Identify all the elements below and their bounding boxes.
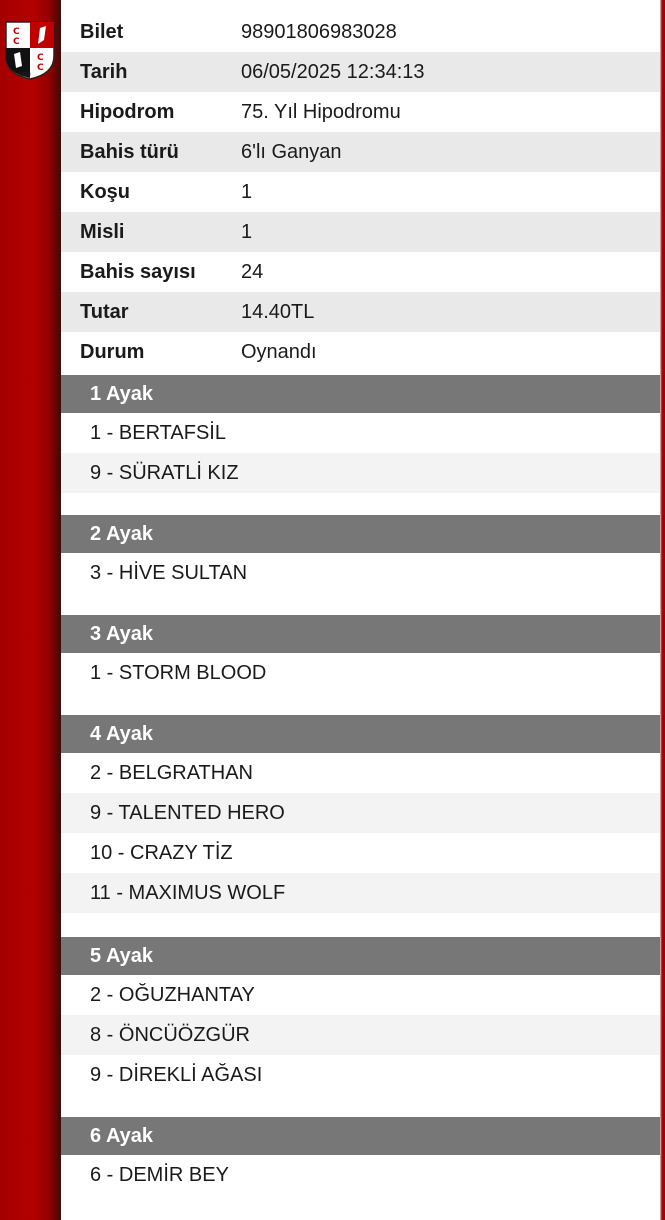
info-label: Bilet [80, 21, 124, 43]
horse-item: 1 - STORM BLOOD [90, 661, 267, 684]
svg-text:C: C [37, 63, 44, 73]
info-label: Bahis sayısı [80, 260, 196, 283]
leg-section [61, 715, 660, 937]
info-value: 14.40TL [241, 300, 315, 323]
horse-item: 2 - BELGRATHAN [90, 761, 253, 784]
info-row-durum [61, 332, 660, 372]
horse-item: 9 - DİREKLİ AĞASI [90, 1063, 263, 1086]
horse-item: 9 - SÜRATLİ KIZ [61, 453, 660, 493]
svg-text:1950: 1950 [18, 72, 31, 78]
info-row-tutar [61, 292, 660, 332]
leg-header: 5 Ayak [61, 937, 660, 975]
leg-header: 6 Ayak [61, 1117, 660, 1155]
leg-header: 4 Ayak [61, 715, 660, 753]
svg-text:C: C [13, 27, 20, 37]
ticket-detail [61, 0, 660, 1195]
horse-item: 11 - MAXIMUS WOLF [61, 873, 660, 913]
leg-spacer [61, 1095, 660, 1117]
leg-section [61, 1117, 660, 1195]
info-value: Oynandı [241, 340, 317, 363]
leg-spacer [61, 693, 660, 715]
info-row-kosu [61, 172, 660, 212]
info-value: 6'lı Ganyan [241, 140, 342, 163]
club-logo-icon [4, 18, 56, 80]
leg-spacer [61, 493, 660, 515]
info-label: Tutar [80, 300, 129, 323]
leg-section [61, 937, 660, 1117]
leg-section [61, 515, 660, 615]
horse-item: 8 - ÖNCÜÖZGÜR [61, 1015, 660, 1055]
ticket-info-table [61, 0, 660, 372]
right-edge-bar [660, 0, 665, 1220]
info-row-bilet [61, 0, 660, 52]
leg-header: 2 Ayak [61, 515, 660, 553]
info-label: Koşu [80, 180, 130, 203]
info-value: 24 [241, 260, 264, 283]
info-value: 06/05/2025 12:34:13 [241, 60, 425, 83]
info-row-misli [61, 212, 660, 252]
info-row-tarih [61, 52, 660, 92]
horse-item: 2 - OĞUZHANTAY [90, 983, 255, 1006]
horse-item: 6 - DEMİR BEY [90, 1163, 229, 1186]
leg-spacer [61, 593, 660, 615]
info-label: Misli [80, 220, 125, 243]
info-value: 98901806983028 [241, 21, 397, 43]
left-brand-bar [0, 0, 61, 1220]
info-row-bahis-turu [61, 132, 660, 172]
info-row-hipodrom [61, 92, 660, 132]
leg-header: 3 Ayak [61, 615, 660, 653]
horse-item: 3 - HİVE SULTAN [90, 561, 248, 584]
leg-section [61, 615, 660, 715]
svg-text:C: C [37, 53, 44, 63]
info-value: 1 [241, 220, 253, 243]
leg-section [61, 375, 660, 515]
info-value: 75. Yıl Hipodromu [241, 100, 401, 123]
horse-item: 1 - BERTAFSİL [90, 421, 226, 444]
leg-spacer [61, 913, 660, 937]
info-label: Durum [80, 340, 145, 363]
info-label: Hipodrom [80, 100, 175, 123]
leg-header: 1 Ayak [61, 375, 660, 413]
info-label: Bahis türü [80, 140, 179, 163]
horse-item: 9 - TALENTED HERO [61, 793, 660, 833]
info-label: Tarih [80, 60, 128, 83]
info-row-bahis-sayisi [61, 252, 660, 292]
info-value: 1 [241, 180, 253, 203]
horse-item: 10 - CRAZY TİZ [90, 841, 233, 864]
svg-text:C: C [13, 37, 20, 47]
